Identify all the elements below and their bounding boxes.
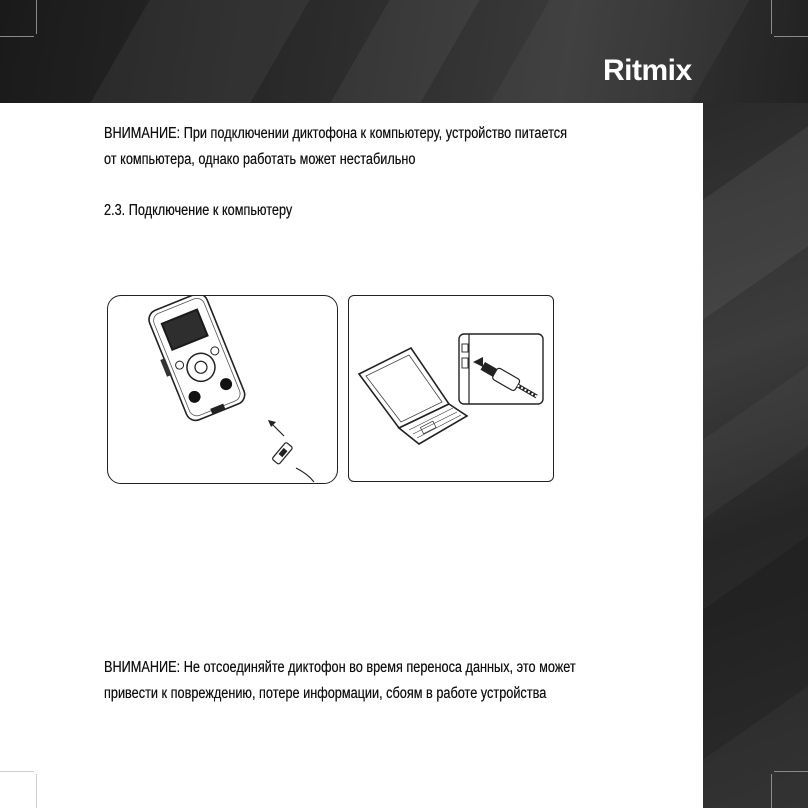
crop-mark xyxy=(0,36,34,37)
ritmix-logo xyxy=(603,54,692,88)
crop-mark xyxy=(774,36,808,37)
notice-bottom-line1: ВНИМАНИЕ: Не отсоединяйте диктофон во время переноса данных, это может xyxy=(104,659,576,676)
laptop-illustration xyxy=(349,296,553,481)
side-band xyxy=(703,103,808,808)
recorder-illustration-panel xyxy=(107,295,338,484)
notice-top-line1: ВНИМАНИЕ: При подключении диктофона к компьютеру, устройство питается xyxy=(104,125,568,142)
crop-mark xyxy=(36,774,37,808)
crop-mark xyxy=(0,771,34,772)
logo-text: Ritmix xyxy=(603,54,692,87)
crop-mark xyxy=(774,771,808,772)
crop-mark xyxy=(771,774,772,808)
arrow-up-icon xyxy=(268,420,276,427)
notice-top-line2: от компьютера, однако работать может нестабильно xyxy=(104,151,416,168)
voice-recorder-illustration xyxy=(108,296,337,483)
notice-bottom-line2: привести к повреждению, потере информации, сбоям в работе устройства xyxy=(104,685,547,702)
laptop-illustration-panel xyxy=(348,295,554,482)
crop-mark xyxy=(36,0,37,34)
section-heading: 2.3. Подключение к компьютеру xyxy=(104,202,293,219)
crop-mark xyxy=(771,0,772,34)
